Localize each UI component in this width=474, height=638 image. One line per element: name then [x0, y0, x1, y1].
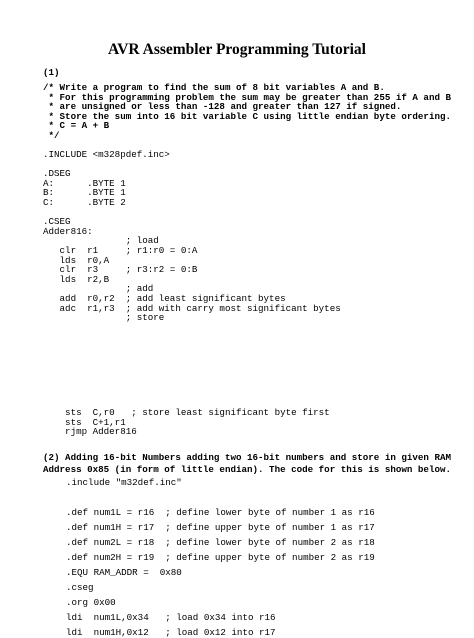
code-line: .DSEG — [43, 168, 71, 180]
code-line: ; load — [43, 235, 159, 247]
code-line: ldi num1L,0x34 ; load 0x34 into r16 — [66, 612, 276, 623]
section-heading: (1) — [43, 67, 60, 78]
code-line: .INCLUDE <m328pdef.inc> — [43, 149, 170, 160]
code-comment-line: * are unsigned or less than -128 and greater than 127 if signed. — [43, 101, 402, 113]
code-line: .def num2H = r19 ; define upper byte of number 2 as r19 — [66, 552, 375, 563]
code-line: ; add — [43, 283, 154, 295]
code-line: ldi num1H,0x12 ; load 0x12 into r17 — [66, 627, 276, 638]
code-line: .def num1H = r17 ; define upper byte of number 1 as r17 — [66, 522, 375, 533]
code-line: .def num1L = r16 ; define lower byte of number 1 as r16 — [66, 507, 375, 518]
page-title: AVR Assembler Programming Tutorial — [108, 41, 366, 58]
code-comment-line: * Store the sum into 16 bit variable C using little endian byte ordering. — [43, 110, 451, 122]
code-comment-line: * For this programming problem the sum may be greater than 255 if A and B — [43, 91, 451, 103]
code-line: .org 0x00 — [66, 597, 116, 608]
code-line: ; store — [43, 312, 165, 324]
code-comment-line: /* Write a program to find the sum of 8 bit variables A and B. — [43, 82, 385, 93]
section-heading: Address 0x85 (in form of little endian). The code for this is shown below. — [43, 463, 451, 475]
code-line: .include "m32def.inc" — [66, 477, 182, 488]
code-comment-line: */ — [43, 130, 60, 141]
code-line: C: .BYTE 2 — [43, 197, 126, 208]
code-line: A: .BYTE 1 — [43, 177, 126, 189]
code-line: rjmp Adder816 — [43, 426, 137, 438]
code-comment-line: * C = A + B — [43, 120, 110, 132]
code-line: clr r3 ; r3:r2 = 0:B — [43, 264, 198, 276]
code-line: sts C,r0 ; store least significant byte first — [43, 407, 330, 418]
code-line: adc r1,r3 ; add with carry most significant bytes — [43, 302, 341, 314]
code-line: .cseg — [66, 582, 94, 593]
code-line: lds r0,A — [43, 254, 110, 266]
code-line: .EQU RAM_ADDR = 0x80 — [66, 567, 182, 578]
section-heading: (2) Adding 16-bit Numbers adding two 16-bit numbers and store in given RAM — [43, 452, 451, 463]
code-line: Adder816: — [43, 225, 93, 237]
code-line: .CSEG — [43, 216, 71, 228]
code-line: lds r2,B — [43, 273, 110, 285]
code-line: add r0,r2 ; add least significant bytes — [43, 293, 286, 304]
code-line: B: .BYTE 1 — [43, 187, 126, 199]
code-line: clr r1 ; r1:r0 = 0:A — [43, 245, 198, 256]
code-line: sts C+1,r1 — [43, 416, 126, 428]
code-line: .def num2L = r18 ; define lower byte of number 2 as r18 — [66, 537, 375, 548]
